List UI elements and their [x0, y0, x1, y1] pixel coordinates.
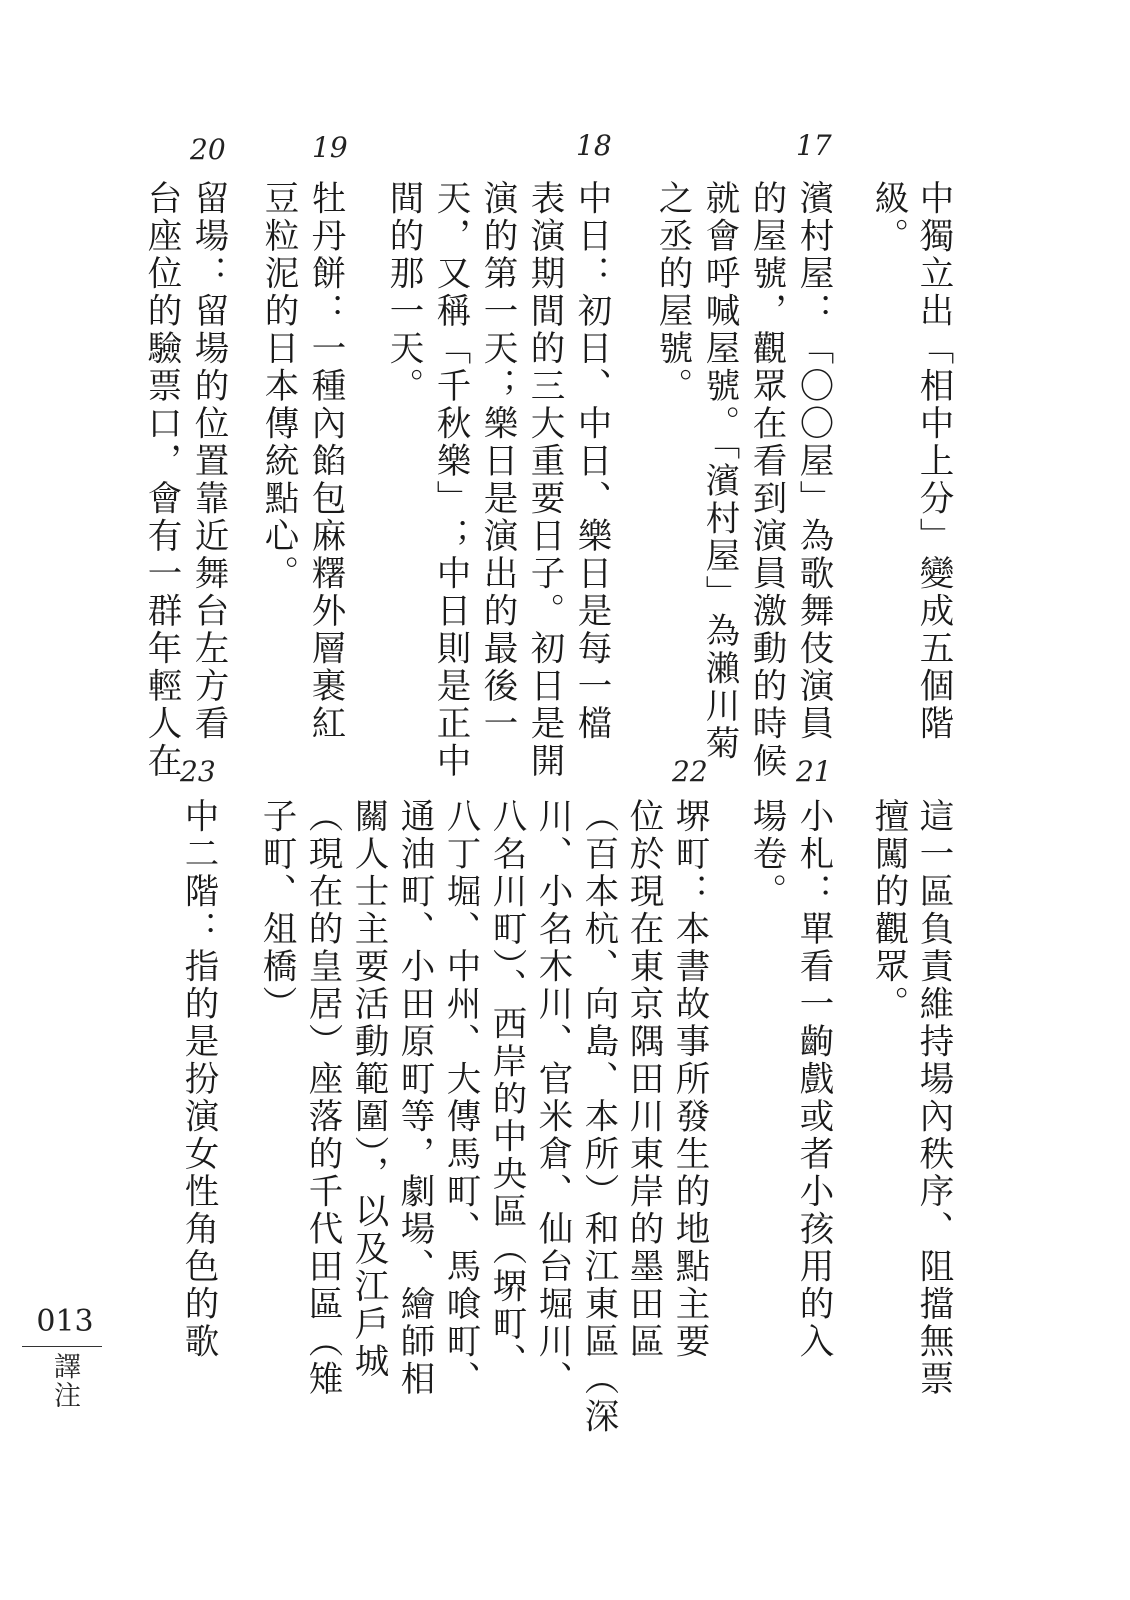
- note-22-line-8: 關人士主要活動範圍），以及江戶城: [348, 798, 388, 1381]
- note-19-number: 19: [312, 131, 348, 164]
- note-20-line-1: 留場：留場的位置靠近舞台左方看: [188, 180, 228, 743]
- note-23-line-1: 中二階：指的是扮演女性角色的歌: [178, 798, 218, 1361]
- note-22-line-1: 堺町：本書故事所發生的地點主要: [669, 798, 709, 1361]
- note-18-line-5: 間的那一天。: [383, 180, 423, 405]
- footer-rule: [22, 1346, 102, 1347]
- running-head: 譯注: [49, 1352, 80, 1410]
- note-17-line-4: 之丞的屋號。: [652, 180, 692, 405]
- note-18-line-2: 表演期間的三大重要日子。初日是開: [524, 180, 564, 780]
- note-20-number: 20: [190, 133, 226, 166]
- note-19-line-1: 牡丹餅：一種內餡包麻糬外層裹紅: [305, 180, 345, 743]
- note-20-line-2: 台座位的驗票口，會有一群年輕人在: [141, 180, 181, 780]
- note-17-number: 17: [796, 129, 832, 162]
- note-22-line-2: 位於現在東京隅田川東岸的墨田區: [623, 798, 663, 1361]
- note-17-line-3: 就會呼喊屋號。「濱村屋」為瀨川菊: [699, 180, 739, 763]
- note-18-line-4: 天，又稱「千秋樂」；中日則是正中: [430, 180, 470, 780]
- note-21-number: 21: [796, 755, 832, 788]
- note-20-continuation-line-1: 這一區負責維持場內秩序、阻擋無票: [913, 798, 953, 1398]
- note-22-line-3: （百本杭、向島、本所）和江東區（深: [578, 798, 618, 1436]
- page-number: 013: [36, 1304, 94, 1339]
- note-21-line-1: 小札：單看一齣戲或者小孩用的入: [793, 798, 833, 1361]
- note-17-line-2: 的屋號，觀眾在看到演員激動的時候: [746, 180, 786, 780]
- note-22-line-6: 八丁堀、中州、大傳馬町、馬喰町、: [440, 798, 480, 1398]
- note-19-line-2: 豆粒泥的日本傳統點心。: [258, 180, 298, 593]
- note-18-number: 18: [576, 129, 612, 162]
- note-16-continuation-line-1: 中獨立出「相中上分」變成五個階: [913, 180, 953, 743]
- note-17-line-1: 濱村屋：「〇〇屋」為歌舞伎演員: [793, 180, 833, 743]
- note-23-number: 23: [180, 755, 216, 788]
- note-22-line-10: 子町、俎橋）: [256, 798, 296, 1023]
- note-20-continuation-line-2: 擅闖的觀眾。: [868, 798, 908, 1023]
- note-22-line-5: 八名川町）、西岸的中央區（堺町、: [486, 798, 526, 1381]
- note-22-line-7: 通油町、小田原町等，劇場、繪師相: [394, 798, 434, 1398]
- note-18-line-3: 演的第一天；樂日是演出的最後一: [477, 180, 517, 743]
- note-22-line-4: 川、小名木川、官米倉、仙台堀川、: [532, 798, 572, 1398]
- note-16-continuation-line-2: 級。: [868, 180, 908, 255]
- note-18-line-1: 中日：初日、中日、樂日是每一檔: [571, 180, 611, 743]
- note-22-number: 22: [672, 755, 708, 788]
- note-22-line-9: （現在的皇居）座落的千代田區（雉: [302, 798, 342, 1398]
- note-21-line-2: 場卷。: [746, 798, 786, 911]
